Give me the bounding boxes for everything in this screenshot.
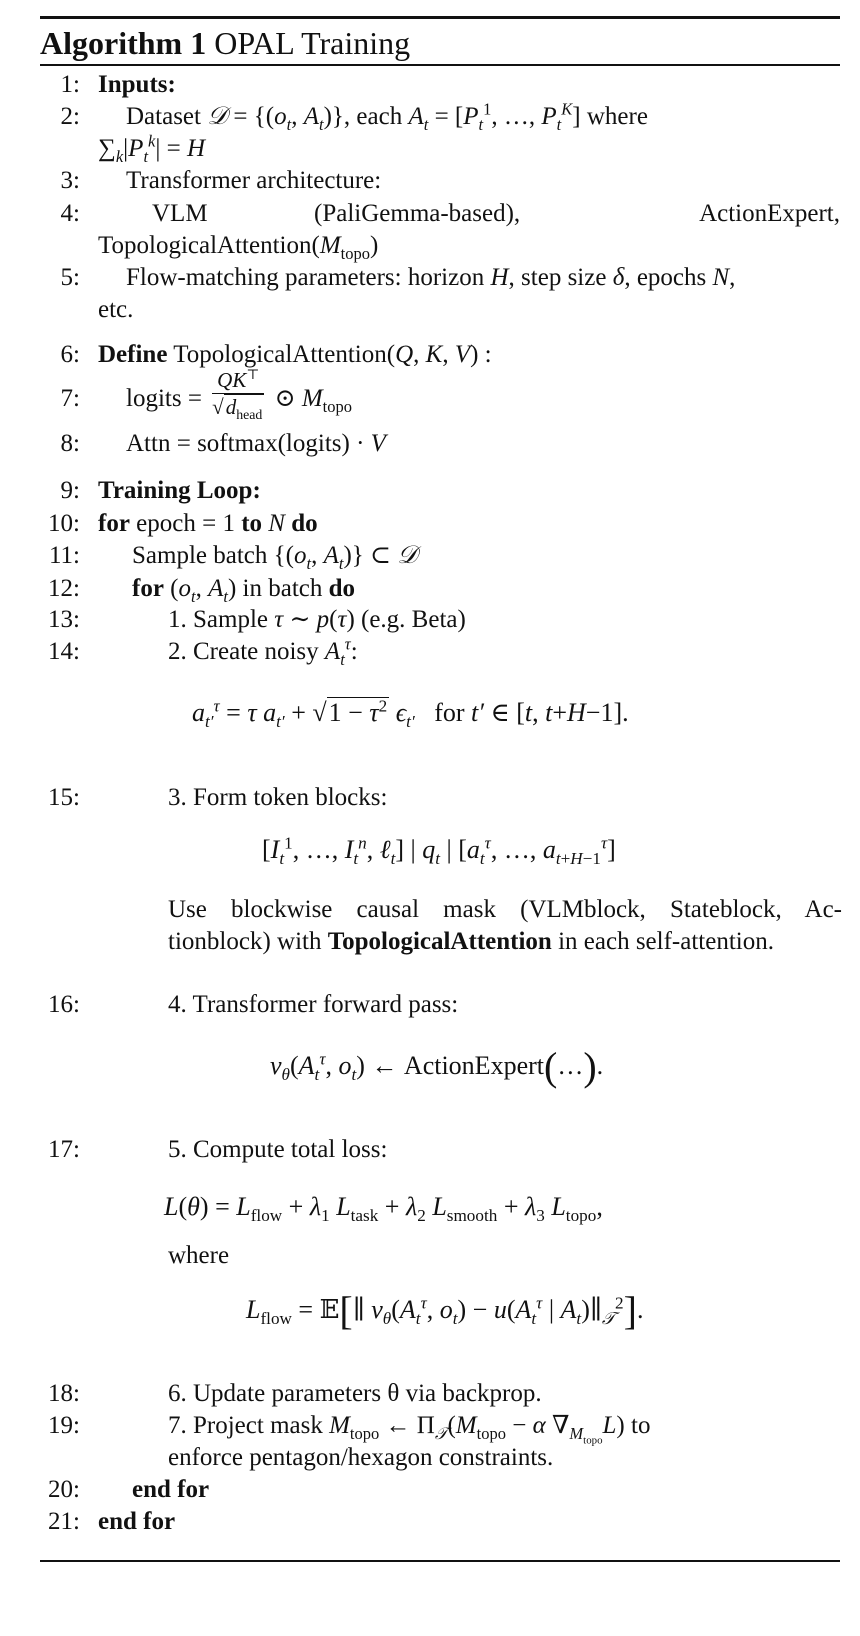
line-9: Training Loop: [98, 477, 261, 504]
line-6: Define TopologicalAttention(Q, K, V) : [98, 341, 492, 368]
line-number: 3: [60, 167, 80, 194]
line-5: Flow-matching parameters: horizon H, step size δ, epochs N, [126, 264, 736, 291]
bottom-rule [40, 1560, 840, 1562]
mask-note-line-1: Use blockwise causal mask (VLMblock, Stateblock, Ac- [168, 896, 842, 923]
line-number: 13: [48, 606, 80, 633]
where-text: where [168, 1242, 230, 1269]
line-number: 6: [60, 341, 80, 368]
line-number: 10: [48, 510, 80, 537]
line-14: 2. Create noisy $A_t^\tau$: [168, 634, 358, 669]
line-3: Transformer architecture: [126, 167, 382, 194]
line-number: 17: [48, 1136, 80, 1163]
line-number: 12: [48, 575, 80, 602]
line-number: 16: [48, 991, 80, 1018]
line-13: 1. Sample τ ∼ p(τ) (e.g. Beta) [168, 606, 466, 633]
algorithm-title [40, 20, 410, 66]
line-number: 20: [48, 1476, 80, 1503]
top-rule [40, 16, 840, 19]
line-number: 14: [48, 638, 80, 665]
mask-note-line-2: tionblock) with TopologicalAttention in each self-attention. [168, 928, 774, 955]
line-number: 15: [48, 784, 80, 811]
line-4: VLM [152, 200, 208, 227]
line-2-cont: $\sum_k|P_t^k| = H$ [98, 131, 206, 166]
forward-pass-equation: $v_\theta(A_t^\tau$, $o_t$) ← ActionExpert(…). [270, 1044, 604, 1089]
line-15: 3. Form token blocks: [168, 784, 388, 811]
line-10: for epoch = 1 to N do [98, 510, 318, 537]
line-number: 21: [48, 1508, 80, 1535]
algorithm-name: OPAL Training [214, 25, 411, 61]
flow-loss-equation: $L_{flow}$ = 𝔼[∥ $v_\theta(A_t^\tau$, $o_t) - u(A_t^\tau$ | $A_t)\parallel_𝒯^2$]. [246, 1288, 644, 1333]
line-number: 8: [60, 430, 80, 457]
line-2: Dataset 𝒟 = {($o_t$, $A_t$)}, each $A_t = [P_t^1$, …, $P_t^K$] where [126, 99, 648, 134]
line-number: 9: [60, 477, 80, 504]
line-19: 7. Project mask $M_{topo}$ ← $\Pi_𝒯(M_{topo} - \alpha$ $\nabla_{M_{topo}}L$) to [168, 1412, 651, 1447]
line-number: 7: [60, 385, 80, 412]
qk-fraction: $\frac{QK^⊤}{√d_{head}}$ [212, 366, 263, 422]
line-number: 4: [60, 200, 80, 227]
noise-equation: $a_{t'}^\tau = \tau$ $a_{t'} + √1 - \tau^2$ $\epsilon_{t'}$ for t′ ∈ [t, t+H−1]. [192, 696, 629, 732]
line-4-cont: $TopologicalAttention(M_{topo})$ [98, 232, 379, 263]
algorithm-label: Algorithm 1 [40, 25, 207, 61]
line-1: Inputs: [98, 71, 176, 98]
token-blocks-equation: [$I_t^1$, …, $I_t^n$, ℓ$_t$] | $q_t$ | [$a_t^\tau$, …, $a_{t+H-1}^\tau$] [262, 833, 616, 869]
line-11: Sample batch {($o_t$, $A_t$)} ⊂ 𝒟 [132, 542, 418, 573]
line-8: Attn = softmax(logits) · V [126, 430, 386, 457]
line-19-cont: enforce pentagon/hexagon constraints. [168, 1444, 554, 1471]
line-number: 18: [48, 1380, 80, 1407]
line-number: 19: [48, 1412, 80, 1439]
line-5-cont: etc. [98, 296, 134, 323]
line-17: 5. Compute total loss: [168, 1136, 388, 1163]
line-7: logits = $\frac{QK^⊤}{√d_{head}}$ ⊙ $M_{topo}$ [126, 366, 352, 422]
line-number: 2: [60, 103, 80, 130]
line-16: 4. Transformer forward pass: [168, 991, 459, 1018]
line-18: 6. Update parameters θ via backprop. [168, 1380, 542, 1407]
line-4-ae: ActionExpert, [699, 200, 840, 227]
total-loss-equation: $L(\theta) = L_{flow} + \lambda_1$ $L_{task} + \lambda_2$ $L_{smooth} + \lambda_3$ $L_{topo}$, [164, 1192, 603, 1226]
line-number: 5: [60, 264, 80, 291]
line-12: for ($o_t$, $A_t$) in batch do [132, 575, 356, 606]
line-4-pali: (PaliGemma-based), [314, 200, 521, 227]
line-20: end for [132, 1476, 210, 1503]
line-number: 11: [48, 542, 80, 569]
line-21: end for [98, 1508, 176, 1535]
line-number: 1: [60, 71, 80, 98]
